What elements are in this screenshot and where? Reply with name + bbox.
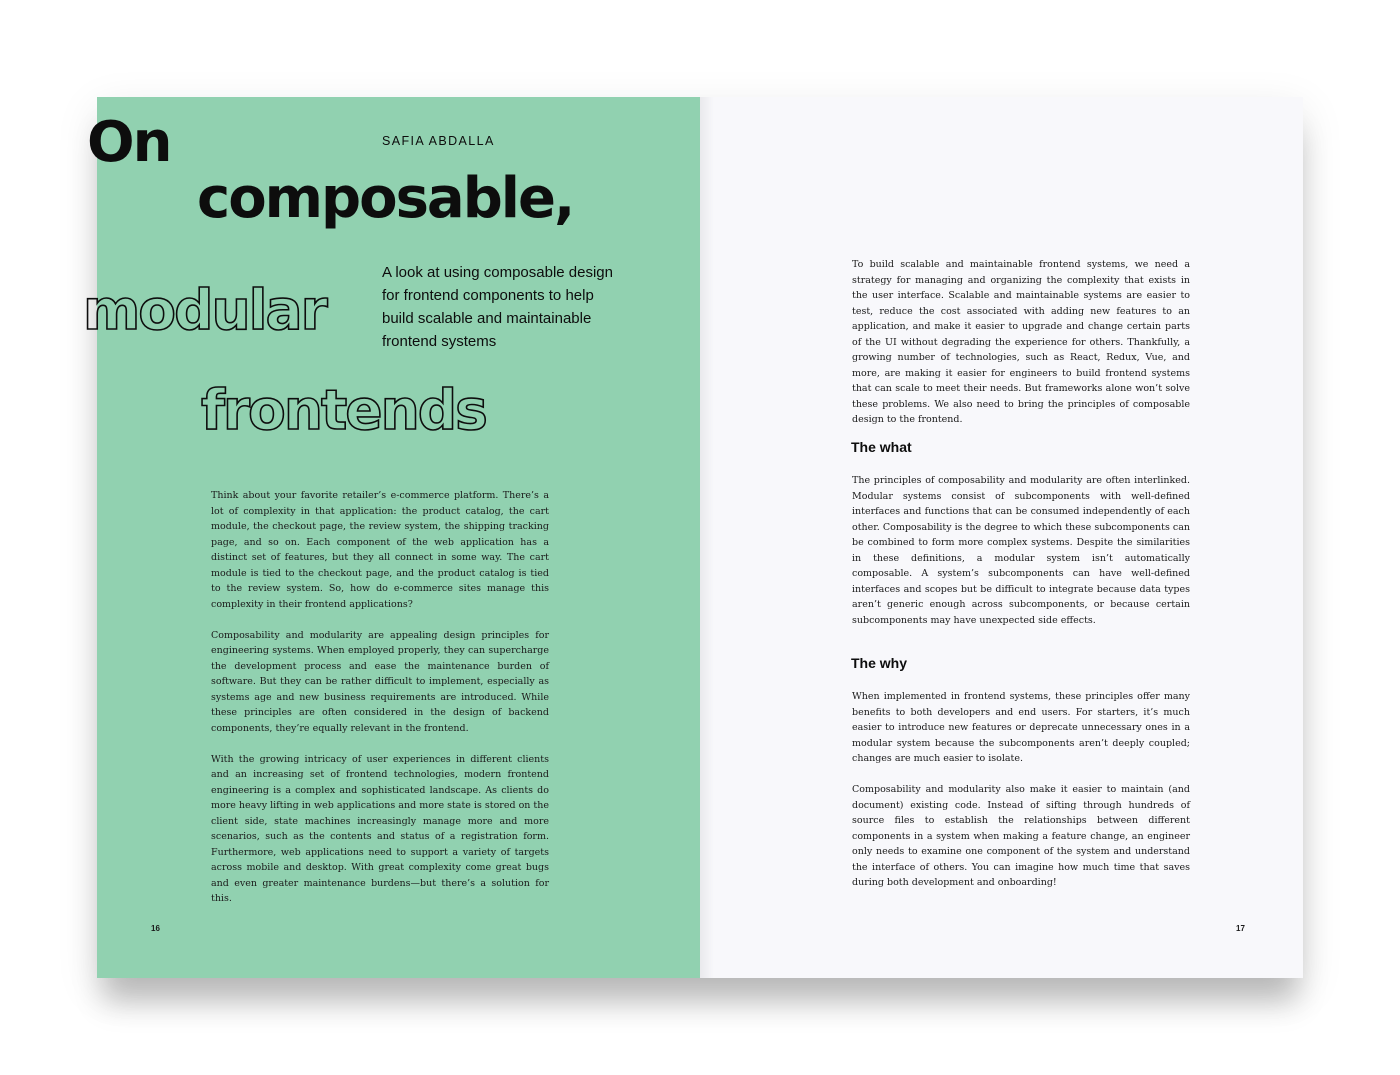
article-dek: A look at using composable design for frontend components to help build scalable and maintainable frontend systems <box>382 264 613 350</box>
right-intro-text <box>852 257 1190 443</box>
body-paragraph: The principles of composability and modularity are often interlinked. Modular systems consist of subcomponents with well-defined interfaces and functions that can be consumed independently of each other. Composability is the degree to which these subcomponents can be combined to form more complex systems. Despite the similarities in these definitions, a modular system isn’t automatically composable. A system’s subcomponents can have well-defined interfaces and scopes but be difficult to integrate because data types aren’t generic enough across subcomponents, or because certain subcomponents may have unexpected side effects. <box>852 475 1190 626</box>
body-paragraph: To build scalable and maintainable frontend systems, we need a strategy for managing and organizing the complexity that exists in the user interface. Scalable and maintainable systems are easier to test, reduce the cost associated with adding new features to an application, and make it easier to upgrade and change certain parts of the UI without degrading the experience for others. Thankfully, a growing number of technologies, such as React, Redux, Vue, and more, are making it easier for engineers to build frontend systems that can scale to meet their needs. But frameworks alone won’t solve these problems. We also need to bring the principles of composable design to the frontend. <box>852 259 1190 425</box>
body-paragraph: When implemented in frontend systems, these principles offer many benefits to both developers and end users. For starters, it’s much easier to introduce new features or deprecate unnecessary ones in a modular system because the subcomponents aren’t deeply coupled; changes are much easier to isolate. <box>852 691 1190 764</box>
page-number-right: 17 <box>1236 924 1245 933</box>
spine-shadow <box>700 97 714 978</box>
body-paragraph: Composability and modularity are appealing design principles for engineering systems. When employed properly, they can supercharge the development process and ease the maintenance burden of software. But they can be rather difficult to implement, especially as systems age and new business requirements are introduced. While these principles are often considered in the design of backend components, they’re equally relevant in the frontend. <box>211 629 549 734</box>
magazine-spread <box>83 97 1303 978</box>
body-paragraph: Think about your favorite retailer’s e-commerce platform. There’s a lot of complexity in that application: the product catalog, the cart module, the checkout page, the review system, the shipping tracking page, and so on. Each component of the web application has a distinct set of features, but they all connect in some way. The cart module is tied to the checkout page, and the product catalog is tied to the review system. So, how do e-commerce sites manage this complexity in their frontend applications? <box>211 490 549 610</box>
body-paragraph: With the growing intricacy of user experiences in different clients and an increasing set of frontend technologies, modern frontend engineering is a complex and sophisticated landscape. As clients do more heavy lifting in web applications and more state is stored on the client side, state machines increasingly manage more and more scenarios, such as the contents and status of a registration form. Furthermore, web applications need to support a variety of targets across mobile and desktop. With great complexity come great bugs and even greater maintenance burdens—but there’s a solution for this. <box>211 753 549 904</box>
body-paragraph: Composability and modularity also make it easier to maintain (and document) existing code. Instead of sifting through hundreds of source files to establish the relationships between different components in a system when making a feature change, an engineer only needs to examine one component of the system and understand the interface of others. You can imagine how much time that saves during both development and onboarding! <box>852 784 1190 888</box>
title-word-composable: composable, <box>197 166 574 231</box>
title-word-modular: modular <box>83 278 326 342</box>
title-word-on: On <box>87 110 171 175</box>
section-what-text <box>852 473 1190 644</box>
left-body-text <box>211 488 549 922</box>
section-heading-why: The why <box>851 655 908 671</box>
section-why-text <box>852 689 1190 906</box>
page-number-left: 16 <box>151 924 160 933</box>
author-byline: SAFIA ABDALLA <box>382 134 495 148</box>
left-page <box>83 97 700 978</box>
title-word-frontends: frontends <box>201 378 486 442</box>
right-page <box>700 97 1303 978</box>
section-heading-what: The what <box>851 439 912 455</box>
